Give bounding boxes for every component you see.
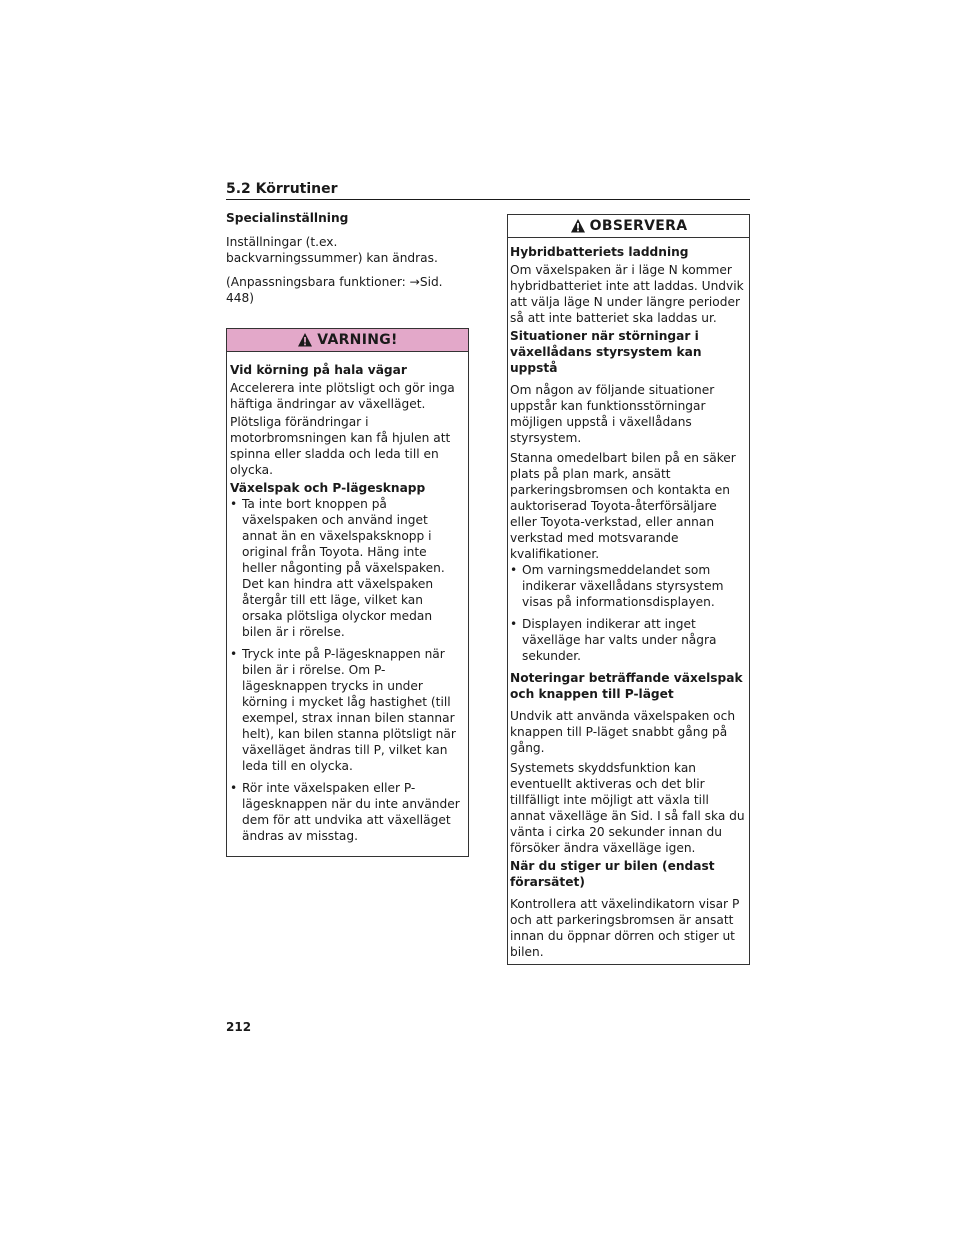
section-title: 5.2 Körrutiner bbox=[226, 181, 338, 197]
note-text-stop: Stanna omedelbart bilen på en säker plats på plan mark, ansätt parkeringsbromsen och kontakta en auktoriserad Toyota-återförsäljare eller Toyota-verkstad, eller annan verkstad med motsvarande kvalifikationer. bbox=[510, 451, 736, 561]
warning-heading-shift-lever: Växelspak och P-lägesknapp bbox=[230, 481, 426, 495]
warning-header bbox=[227, 329, 468, 352]
note-heading-exit: När du stiger ur bilen (endast förarsätet) bbox=[510, 859, 715, 889]
note-heading-malfunction: Situationer när störningar i växellådans styrsystem kan uppstå bbox=[510, 329, 702, 375]
page-number: 212 bbox=[226, 1020, 252, 1034]
note-text-exit: Kontrollera att växelindikatorn visar P och att parkeringsbromsen är ansatt innan du öppnar dörren och stiger ut bilen. bbox=[510, 897, 740, 959]
warning-body bbox=[227, 352, 468, 856]
right-column bbox=[507, 214, 750, 965]
note-title: OBSERVERA bbox=[589, 218, 688, 234]
special-settings-text: Inställningar (t.ex. backvarningssummer) kan ändras. bbox=[226, 235, 438, 265]
warning-title: VARNING! bbox=[317, 332, 398, 348]
warning-text-2: Plötsliga förändringar i motorbromsningen kan få hjulen att spinna eller sladda och leda till en olycka. bbox=[230, 415, 451, 477]
note-body bbox=[508, 238, 749, 964]
warning-text-1: Accelerera inte plötsligt och gör inga häftiga ändringar av växelläget. bbox=[230, 381, 455, 411]
section-header bbox=[226, 178, 750, 200]
note-text-situations: Om någon av följande situationer uppstår kan funktionsstörningar möjligen uppstå i växellådans styrsystem. bbox=[510, 383, 715, 445]
warning-bullet: • Tryck inte på P-lägesknappen när bilen är i rörelse. Om P-lägesknappen trycks in under körning i mycket låg hastighet (till exempel, strax innan bilen stannar helt), kan bilen stanna plötsligt när växelläget ändras till P, vilket kan leda till en olycka. bbox=[230, 646, 465, 774]
note-text-battery: Om växelspaken är i läge N kommer hybridbatteriet inte att laddas. Undvik att välja läge N under längre perioder så att inte batteriet ska laddas ur. bbox=[510, 263, 744, 325]
warning-bullet: • Rör inte växelspaken eller P-lägesknappen när du inte använder dem för att undvika att växelläget ändras av misstag. bbox=[230, 780, 465, 844]
note-bullet-list bbox=[510, 562, 747, 664]
custom-features-reference: (Anpassningsbara funktioner: →Sid. 448) bbox=[226, 275, 443, 305]
note-header bbox=[508, 215, 749, 238]
left-column bbox=[226, 210, 470, 857]
note-heading-shift-notes: Noteringar beträffande växelspak och knappen till P-läget bbox=[510, 671, 743, 701]
note-text-avoid: Undvik att använda växelspaken och knappen till P-läget snabbt gång på gång. bbox=[510, 709, 736, 755]
warning-box bbox=[226, 328, 469, 857]
note-box bbox=[507, 214, 750, 965]
note-text-protection: Systemets skyddsfunktion kan eventuellt aktiveras och det blir tillfälligt inte möjligt att växla till annat växelläge än Sid. I så fall ska du vänta i cirka 20 sekunder innan du försöker ändra växelläge igen. bbox=[510, 761, 745, 855]
warning-bullet-list bbox=[230, 496, 465, 844]
warning-heading-slippery: Vid körning på hala vägar bbox=[230, 363, 407, 377]
warning-triangle-icon bbox=[297, 332, 313, 348]
note-bullet: • Displayen indikerar att inget växelläge har valts under några sekunder. bbox=[510, 616, 747, 664]
note-heading-battery: Hybridbatteriets laddning bbox=[510, 245, 689, 259]
caution-triangle-icon bbox=[570, 218, 586, 234]
special-settings-heading: Specialinställning bbox=[226, 211, 349, 225]
warning-bullet: • Ta inte bort knoppen på växelspaken och använd inget annat än en växelspaksknopp i original från Toyota. Häng inte heller någonting på växelspaken. Det kan hindra att växelspaken återgår till ett läge, vilket kan orsaka plötsliga olyckor medan bilen är i rörelse. bbox=[230, 496, 465, 640]
note-bullet: • Om varningsmeddelandet som indikerar växellådans styrsystem visas på informationsdisplayen. bbox=[510, 562, 747, 610]
